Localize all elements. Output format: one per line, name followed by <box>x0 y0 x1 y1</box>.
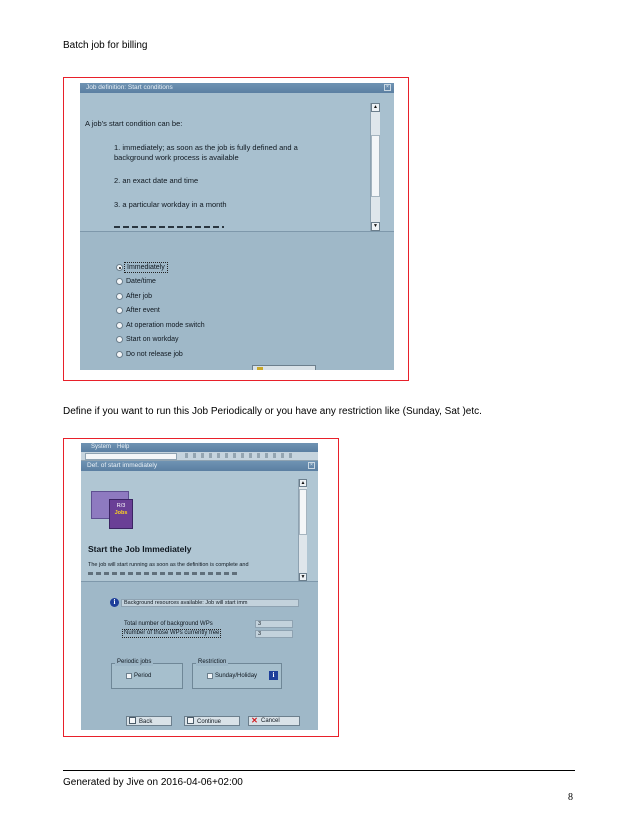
radio-label-operation-mode: At operation mode switch <box>126 322 205 329</box>
radio-immediately[interactable] <box>116 264 123 271</box>
menu-bar <box>81 443 318 452</box>
info-item-2: 2. an exact date and time <box>114 176 199 185</box>
cancel-button[interactable] <box>248 716 300 726</box>
menu-system[interactable]: System <box>91 444 112 450</box>
menu-help[interactable]: Help <box>117 444 130 450</box>
radio-after-job[interactable] <box>116 293 123 300</box>
info-item-4-clipped <box>114 224 224 228</box>
jobs-logo <box>109 499 133 529</box>
sunday-holiday-checkbox[interactable] <box>207 673 213 679</box>
radio-start-on-workday[interactable] <box>116 336 123 343</box>
window-title: Job definition: Start conditions <box>86 84 173 91</box>
figure-2-frame <box>63 438 339 737</box>
scroll-down-icon[interactable]: ▼ <box>300 574 306 580</box>
row-label-total-wps: Total number of background WPs <box>124 621 213 627</box>
sunday-holiday-label: Sunday/Holiday <box>215 673 258 679</box>
period-checkbox[interactable] <box>126 673 132 679</box>
close-icon[interactable]: × <box>384 84 391 91</box>
scroll-up-icon[interactable]: ▲ <box>371 103 380 112</box>
jobs-logo-label: R/3 <box>116 503 126 509</box>
radio-after-event[interactable] <box>116 307 123 314</box>
restriction-group <box>192 659 282 689</box>
back-button[interactable] <box>126 716 172 726</box>
continue-button[interactable] <box>184 716 240 726</box>
back-icon <box>129 717 136 724</box>
row-value-total-wps: 3 <box>255 620 293 628</box>
radio-date-time[interactable] <box>116 278 123 285</box>
radio-operation-mode[interactable] <box>116 322 123 329</box>
command-field[interactable] <box>85 453 177 460</box>
row-value-free-wps: 3 <box>255 630 293 638</box>
periodic-jobs-group <box>111 659 183 689</box>
button-icon <box>257 367 263 370</box>
continue-icon <box>187 717 194 724</box>
radio-do-not-release[interactable] <box>116 351 123 358</box>
info-intro: A job's start condition can be: <box>85 119 183 128</box>
close-icon[interactable]: × <box>308 462 315 469</box>
radio-label-immediately: Immediately <box>124 262 168 273</box>
window-titlebar <box>81 461 318 471</box>
period-checkbox-label: Period <box>134 673 152 679</box>
page-number: 8 <box>568 792 573 803</box>
cancel-button-label: Cancel <box>261 718 280 724</box>
radio-label-after-event: After event <box>126 307 160 314</box>
info-text-area <box>80 93 394 232</box>
radio-label-date-time: Date/time <box>126 278 156 285</box>
info-item-1: 1. immediately; as soon as the job is fully defined and a <box>114 143 298 152</box>
footer-rule <box>63 770 575 771</box>
document-caption: Define if you want to run this Job Periodically or you have any restriction like (Sunday, Sat )etc. <box>63 406 482 417</box>
document-heading: Batch job for billing <box>63 40 148 51</box>
info-description-clipped <box>88 572 238 575</box>
window-title: Def. of start immediately <box>87 462 158 469</box>
footer-text: Generated by Jive on 2016-04-06+02:00 <box>63 777 243 788</box>
row-label-free-wps: Number of those WPs currently free <box>124 630 220 636</box>
scroll-up-icon[interactable]: ▲ <box>300 480 306 486</box>
start-immediately-window <box>81 443 318 730</box>
info-description: The job will start running as soon as the definition is complete and <box>88 562 249 568</box>
continue-button-label: Continue <box>197 719 222 725</box>
cancel-icon: ✕ <box>251 716 258 725</box>
toolbar-icons[interactable] <box>185 453 295 458</box>
status-field: Background resources available: Job will start imm <box>121 599 299 607</box>
restriction-info-icon[interactable]: i <box>269 671 278 680</box>
scroll-thumb[interactable] <box>371 135 380 197</box>
back-button-label: Back <box>139 719 153 725</box>
window-titlebar <box>80 83 394 93</box>
start-conditions-window <box>80 83 394 370</box>
jobs-logo-sub: Jobs <box>114 510 128 516</box>
info-scrollbar[interactable] <box>298 479 307 581</box>
info-item-1-cont: background work process is available <box>114 153 239 162</box>
info-icon: i <box>110 598 119 607</box>
figure-1-frame <box>63 77 409 381</box>
info-scrollbar[interactable] <box>370 103 380 231</box>
scroll-thumb[interactable] <box>299 489 307 535</box>
toolbar <box>81 452 318 461</box>
restriction-title: Restriction <box>198 659 227 665</box>
radio-label-start-on-workday: Start on workday <box>126 336 179 343</box>
periodic-jobs-title: Periodic jobs <box>117 659 152 665</box>
clipped-button[interactable] <box>252 365 316 370</box>
radio-label-after-job: After job <box>126 293 153 300</box>
radio-label-do-not-release: Do not release job <box>126 351 183 358</box>
info-heading: Start the Job Immediately <box>88 544 192 554</box>
info-panel <box>81 471 318 582</box>
info-item-3: 3. a particular workday in a month <box>114 200 227 209</box>
scroll-down-icon[interactable]: ▼ <box>371 222 380 231</box>
